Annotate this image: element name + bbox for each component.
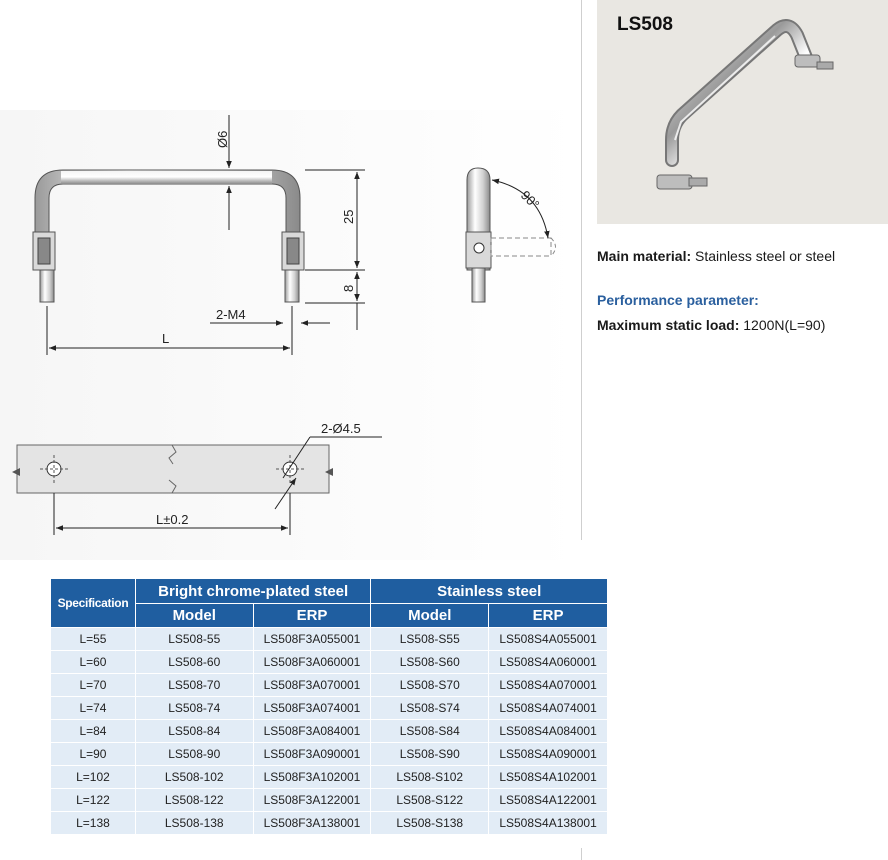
material-line: [597, 248, 835, 264]
dim-thread: 2-M4: [216, 307, 246, 322]
header-group-chrome: Bright chrome-plated steel: [135, 579, 371, 604]
header-erp-2: ERP: [489, 604, 608, 628]
cell-model: LS508-S74: [371, 697, 489, 720]
dim-hole-length: L±0.2: [156, 512, 189, 527]
header-group-stainless: Stainless steel: [371, 579, 608, 604]
cell-erp: LS508F3A060001: [253, 651, 371, 674]
cell-erp: LS508F3A070001: [253, 674, 371, 697]
cell-erp: LS508F3A055001: [253, 628, 371, 651]
cell-model: LS508-S84: [371, 720, 489, 743]
cell-erp: LS508S4A102001: [489, 766, 608, 789]
cell-erp: LS508S4A074001: [489, 697, 608, 720]
cell-model: LS508-74: [135, 697, 253, 720]
table-row: [51, 812, 608, 835]
header-specification: Specification: [51, 579, 136, 628]
cell-spec: L=55: [51, 628, 136, 651]
table-row: [51, 743, 608, 766]
cell-model: LS508-S55: [371, 628, 489, 651]
cell-erp: LS508F3A122001: [253, 789, 371, 812]
table-row: [51, 720, 608, 743]
divider-upper: [581, 0, 582, 540]
cell-model: LS508-138: [135, 812, 253, 835]
cell-model: LS508-S122: [371, 789, 489, 812]
cell-erp: LS508F3A138001: [253, 812, 371, 835]
dim-height-25: 25: [341, 209, 356, 224]
divider-lower: [581, 848, 582, 860]
cell-model: LS508-S90: [371, 743, 489, 766]
product-code: LS508: [617, 14, 673, 35]
cell-spec: L=74: [51, 697, 136, 720]
dim-angle: 90°: [517, 187, 543, 213]
cell-model: LS508-S102: [371, 766, 489, 789]
table-row: [51, 766, 608, 789]
cell-model: LS508-90: [135, 743, 253, 766]
cell-model: LS508-84: [135, 720, 253, 743]
cell-model: LS508-S60: [371, 651, 489, 674]
cell-spec: L=84: [51, 720, 136, 743]
cell-spec: L=90: [51, 743, 136, 766]
header-model-2: Model: [371, 604, 489, 628]
cell-model: LS508-S70: [371, 674, 489, 697]
header-erp-1: ERP: [253, 604, 371, 628]
cell-erp: LS508S4A090001: [489, 743, 608, 766]
load-label: Maximum static load:: [597, 317, 740, 333]
dim-hole-diameter: 2-Ø4.5: [321, 421, 361, 436]
table-row: [51, 651, 608, 674]
cell-erp: LS508S4A060001: [489, 651, 608, 674]
cell-spec: L=102: [51, 766, 136, 789]
cell-erp: LS508S4A084001: [489, 720, 608, 743]
cell-erp: LS508F3A090001: [253, 743, 371, 766]
cell-erp: LS508S4A122001: [489, 789, 608, 812]
technical-drawing: [0, 0, 581, 560]
table-row: [51, 697, 608, 720]
table-row: [51, 789, 608, 812]
cell-erp: LS508F3A102001: [253, 766, 371, 789]
load-line: [597, 317, 825, 333]
cell-model: LS508-122: [135, 789, 253, 812]
cell-model: LS508-S138: [371, 812, 489, 835]
cell-erp: LS508F3A074001: [253, 697, 371, 720]
material-label: Main material:: [597, 248, 692, 264]
cell-spec: L=122: [51, 789, 136, 812]
cell-spec: L=60: [51, 651, 136, 674]
cell-spec: L=70: [51, 674, 136, 697]
dim-length: L: [162, 331, 170, 346]
model-table: [50, 578, 608, 835]
cell-spec: L=138: [51, 812, 136, 835]
dim-rod-diameter: Ø6: [215, 130, 230, 148]
product-photo: [597, 0, 888, 224]
load-value: 1200N(L=90): [739, 317, 826, 333]
cell-model: LS508-55: [135, 628, 253, 651]
cell-erp: LS508F3A084001: [253, 720, 371, 743]
table-row: [51, 674, 608, 697]
cell-model: LS508-102: [135, 766, 253, 789]
cell-erp: LS508S4A138001: [489, 812, 608, 835]
table-row: [51, 628, 608, 651]
cell-erp: LS508S4A070001: [489, 674, 608, 697]
header-model-1: Model: [135, 604, 253, 628]
material-value: Stainless steel or steel: [691, 248, 836, 264]
performance-heading: Performance parameter:: [597, 292, 759, 308]
dim-height-8: 8: [341, 284, 356, 292]
cell-model: LS508-70: [135, 674, 253, 697]
cell-erp: LS508S4A055001: [489, 628, 608, 651]
cell-model: LS508-60: [135, 651, 253, 674]
